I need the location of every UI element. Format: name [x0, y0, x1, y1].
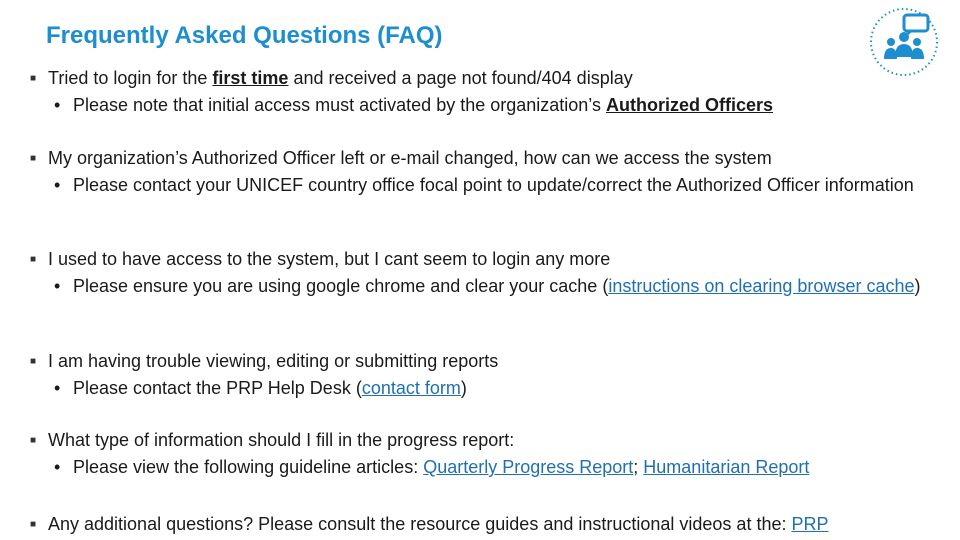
- faq-question: I am having trouble viewing, editing or submitting reports: [48, 351, 499, 371]
- sub-bullet-icon: •: [54, 276, 61, 296]
- bullet-icon: ■: [30, 73, 37, 84]
- faq-people-speech-bubble-icon: [866, 4, 946, 76]
- faq-answer: Please contact your UNICEF country office focal point to update/correct the Authorized Officer information: [73, 175, 914, 195]
- faq-answer: Please note that initial access must activated by the organization’s Authorized Officers: [73, 95, 773, 115]
- sub-bullet-icon: •: [54, 175, 61, 195]
- faq-item: [30, 148, 955, 196]
- faq-answer: Please ensure you are using google chrome and clear your cache (instructions on clearing browser cache): [73, 276, 921, 296]
- faq-item: [30, 249, 955, 297]
- faq-item: [30, 514, 955, 535]
- faq-item: [30, 351, 955, 399]
- quarterly-progress-report-link[interactable]: Quarterly Progress Report: [423, 457, 634, 477]
- faq-question: Tried to login for the first time and received a page not found/404 display: [48, 68, 633, 88]
- bullet-icon: ■: [30, 254, 37, 265]
- faq-answer: Please contact the PRP Help Desk (contact form): [73, 378, 467, 398]
- sub-bullet-icon: •: [54, 457, 61, 477]
- faq-question: What type of information should I fill in the progress report:: [48, 430, 515, 450]
- faq-item: [30, 430, 955, 478]
- faq-question: I used to have access to the system, but I cant seem to login any more: [48, 249, 611, 269]
- sub-bullet-icon: •: [54, 95, 61, 115]
- bullet-icon: ■: [30, 356, 37, 367]
- clear-cache-instructions-link[interactable]: instructions on clearing browser cache: [608, 276, 915, 296]
- sub-bullet-icon: •: [54, 378, 61, 398]
- bullet-icon: ■: [30, 519, 37, 530]
- faq-item: [30, 68, 955, 116]
- contact-form-link[interactable]: contact form: [361, 378, 461, 398]
- prp-link[interactable]: PRP: [791, 514, 829, 534]
- page-title: Frequently Asked Questions (FAQ): [46, 22, 443, 49]
- faq-answer: Please view the following guideline articles: Quarterly Progress Report; Humanitarian Report: [73, 457, 810, 477]
- faq-question: My organization’s Authorized Officer left or e-mail changed, how can we access the system: [48, 148, 772, 168]
- faq-question: Any additional questions? Please consult the resource guides and instructional videos at the: PRP: [48, 514, 829, 534]
- bullet-icon: ■: [30, 435, 37, 446]
- bullet-icon: ■: [30, 153, 37, 164]
- humanitarian-report-link[interactable]: Humanitarian Report: [643, 457, 810, 477]
